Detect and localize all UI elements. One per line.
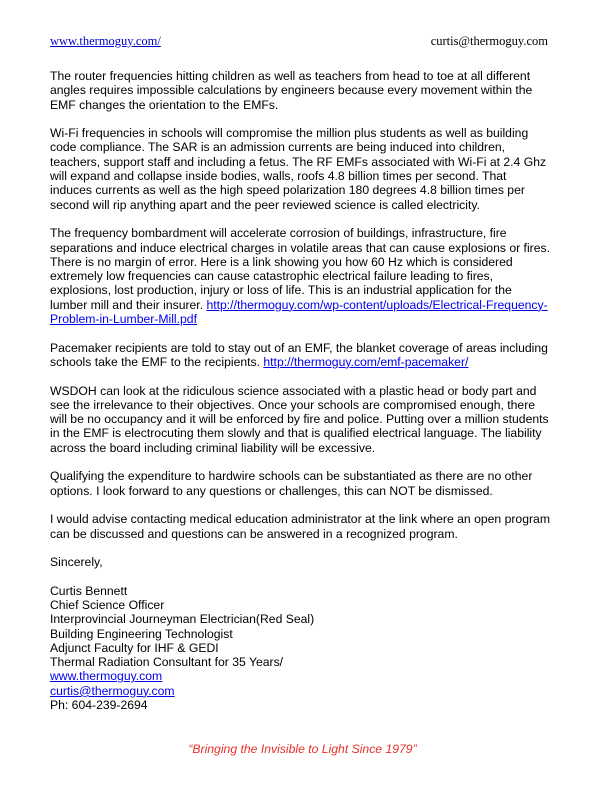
- signature-title-3: Building Engineering Technologist: [50, 626, 233, 641]
- paragraph-frequency-text: The frequency bombardment will accelerate corrosion of buildings, infrastructure, fire separations and induce electrical charges in volatile areas that can cause explosions or fires. There is no margin of error. Here is a link showing you how 60 Hz which is considered extremely low frequencies can cause catastrophic electrical failure leading to fires, explosions, lost production, injury or loss of life. This is an industrial application for the lumber mill and their insurer.: [50, 226, 550, 312]
- paragraph-wsdoh: WSDOH can look at the ridiculous science associated with a plastic head or body part and see the irrelevance to their objectives. Once your schools are compromised enough, there will be no occupancy and it will be enforced by fire and police. Putting over a million students in the EMF is electrocuting them slowly and that is qualified electrical language. The liability across the board including criminal liability will be excessive.: [50, 383, 549, 455]
- paragraph-frequency-bombardment: [50, 226, 550, 326]
- emf-pacemaker-link[interactable]: http://thermoguy.com/emf-pacemaker/: [263, 354, 469, 369]
- header-email: curtis@thermoguy.com: [430, 34, 548, 48]
- paragraph-pacemaker-text: Pacemaker recipients are told to stay out of an EMF, the blanket coverage of areas including schools take the EMF to the recipients.: [50, 340, 548, 369]
- signature-website-link[interactable]: www.thermoguy.com: [50, 669, 163, 684]
- paragraph-advise: I would advise contacting medical education administrator at the link where an open program can be discussed and questions can be answered in a recognized program.: [50, 512, 550, 541]
- signature-title-2: Interprovincial Journeyman Electrician(Red Seal): [50, 612, 315, 627]
- signature-title-5: Thermal Radiation Consultant for 35 Years/: [50, 655, 284, 670]
- paragraph-wifi-schools: Wi-Fi frequencies in schools will compromise the million plus students as well as building code compliance. The SAR is an admission currents are being induced into children, teachers, support staff and including a fetus. The RF EMFs associated with Wi-Fi at 2.4 Ghz will expand and collapse inside bodies, walls, roofs 4.8 billion times per second. That induces currents as well as the high speed polarization 180 degrees 4.8 billion times per second will rip anything apart and the peer reviewed science is called electricity.: [50, 126, 547, 212]
- header-website-link[interactable]: www.thermoguy.com/: [50, 34, 161, 48]
- page-header: [50, 34, 548, 49]
- signature-title-1: Chief Science Officer: [50, 597, 165, 612]
- letter-body: [50, 69, 550, 712]
- paragraph-hardwire: Qualifying the expenditure to hardwire schools can be substantiated as there are no other options. I look forward to any questions or challenges, this can NOT be dismissed.: [50, 469, 533, 498]
- signature-email-link[interactable]: curtis@thermoguy.com: [50, 683, 175, 698]
- paragraph-pacemaker: [50, 341, 550, 370]
- closing: Sincerely,: [50, 555, 103, 570]
- signature-name: Curtis Bennett: [50, 583, 128, 598]
- footer-slogan: “Bringing the Invisible to Light Since 1979”: [188, 742, 417, 756]
- lumber-mill-pdf-link[interactable]: http://thermoguy.com/wp-content/uploads/Electrical-Frequency-Problem-in-Lumber-Mill.pdf: [50, 297, 548, 327]
- signature-phone: Ph: 604-239-2694: [50, 698, 148, 713]
- signature-block: [50, 584, 550, 713]
- paragraph-router-frequencies: The router frequencies hitting children as well as teachers from head to toe at all different angles requires impossible calculations by engineers because every movement within the EMF changes the orientation to the EMFs.: [50, 69, 533, 112]
- signature-title-4: Adjunct Faculty for IHF & GEDI: [50, 640, 219, 655]
